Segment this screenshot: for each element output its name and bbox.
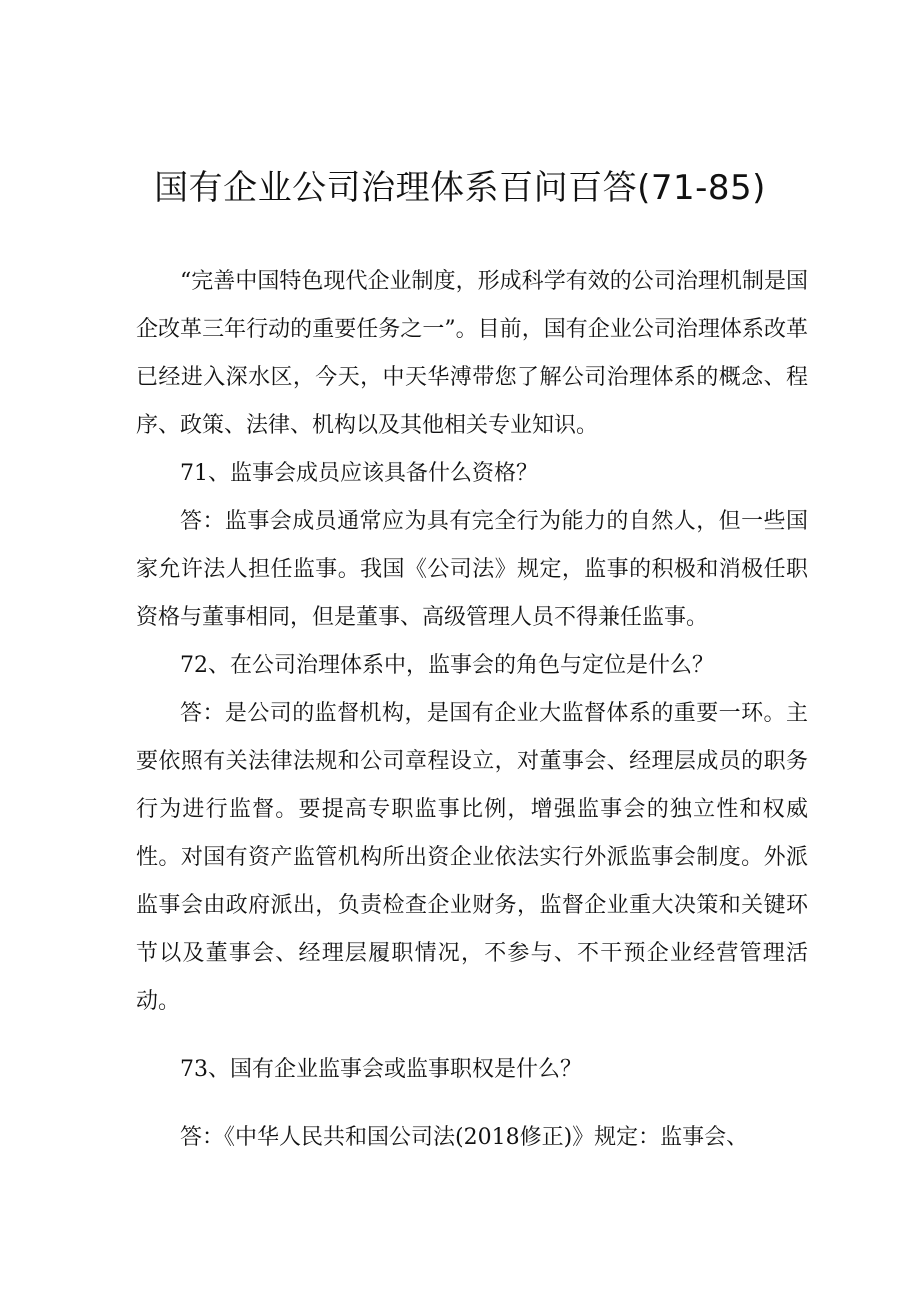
answer-71: 答：监事会成员通常应为具有完全行为能力的自然人，但一些国家允许法人担任监事。我国《公司法》规定，监事的积极和消极任职资格与董事相同，但是董事、高级管理人员不得兼任监事。 xyxy=(136,509,808,630)
question-73: 73、国有企业监事会或监事职权是什么？ xyxy=(180,1057,582,1082)
answer-72: 答：是公司的监督机构，是国有企业大监督体系的重要一环。主要依照有关法律法规和公司章程设立，对董事会、经理层成员的职务行为进行监督。要提高专职监事比例，增强监事会的独立性和权威性。对国有资产监管机构所出资企业依法实行外派监事会制度。外派监事会由政府派出，负责检查企业财务，监督企业重大决策和关键环节以及董事会、经理层履职情况，不参与、不干预企业经营管理活动。 xyxy=(136,701,808,1014)
question-71: 71、监事会成员应该具备什么资格？ xyxy=(180,461,538,486)
document-body xyxy=(136,258,808,1162)
intro-paragraph: “完善中国特色现代企业制度，形成科学有效的公司治理机制是国企改革三年行动的重要任务之一”。目前，国有企业公司治理体系改革已经进入深水区，今天，中天华溥带您了解公司治理体系的概念、程序、政策、法律、机构以及其他相关专业知识。 xyxy=(136,269,808,438)
answer-73-start: 答：《中华人民共和国公司法(2018修正)》规定：监事会、 xyxy=(180,1125,749,1150)
document-title: 国有企业公司治理体系百问百答(71-85) xyxy=(154,168,766,208)
question-72: 72、在公司治理体系中，监事会的角色与定位是什么？ xyxy=(180,653,714,678)
